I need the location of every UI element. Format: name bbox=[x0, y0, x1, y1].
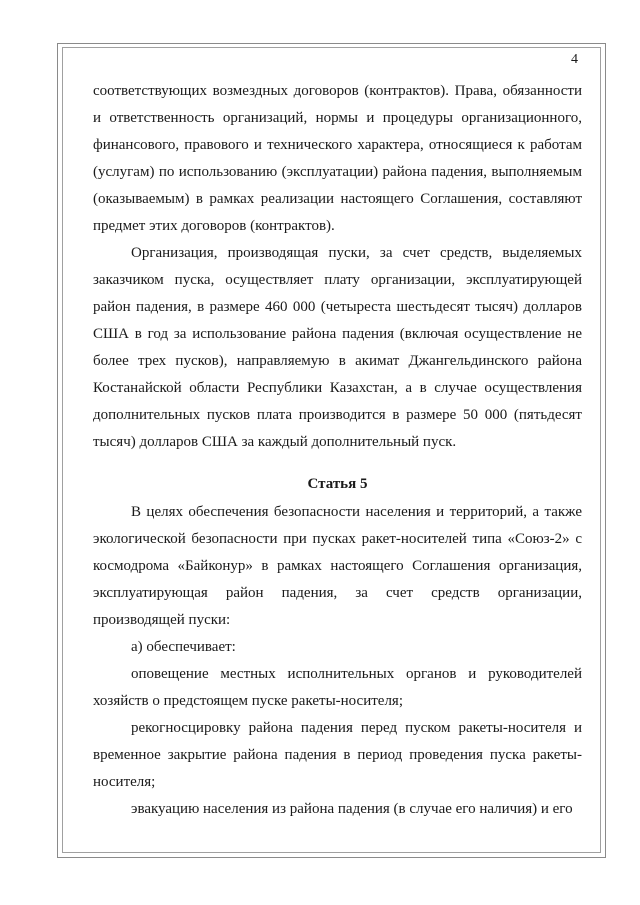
article-intro: В целях обеспечения безопасности населения и территорий, а также экологической безопасности при пусках ракет-носителей типа «Союз-2» с космодрома «Байконур» в рамках настоящего Соглашения организация, эксплуатирующая район падения, за счет средств организации, производящей пуски: bbox=[93, 504, 582, 628]
list-item-notification: оповещение местных исполнительных органов и руководителей хозяйств о предстоящем пуске ракеты-носителя; bbox=[93, 666, 582, 709]
page-number: 4 bbox=[571, 52, 578, 67]
list-item-reconnaissance: рекогносцировку района падения перед пуском ракеты-носителя и временное закрытие района падения в период проведения пуска ракеты-носителя; bbox=[93, 720, 582, 790]
document-body bbox=[93, 78, 582, 823]
paragraph-continuation: соответствующих возмездных договоров (контрактов). Права, обязанности и ответственность организаций, нормы и процедуры организационного, финансового, правового и технического характера, относящиеся к работам (услугам) по использованию (эксплуатации) района падения, выполняемым (оказываемым) в рамках реализации настоящего Соглашения, составляют предмет этих договоров (контрактов). bbox=[93, 83, 582, 234]
subitem-a: а) обеспечивает: bbox=[131, 639, 236, 655]
article-heading: Статья 5 bbox=[307, 476, 368, 492]
paragraph-payment: Организация, производящая пуски, за счет средств, выделяемых заказчиком пуска, осуществляет плату организации, эксплуатирующей район падения, в размере 460 000 (четыреста шестьдесят тысяч) долларов США в год за использование района падения (включая осуществление не более трех пусков), направляемую в акимат Джангельдинского района Костанайской области Республики Казахстан, а в случае осуществления дополнительных пусков плата производится в размере 50 000 (пятьдесят тысяч) долларов США за каждый дополнительный пуск. bbox=[93, 245, 582, 450]
list-item-evacuation: эвакуацию населения из района падения (в случае его наличия) и его bbox=[131, 801, 573, 817]
